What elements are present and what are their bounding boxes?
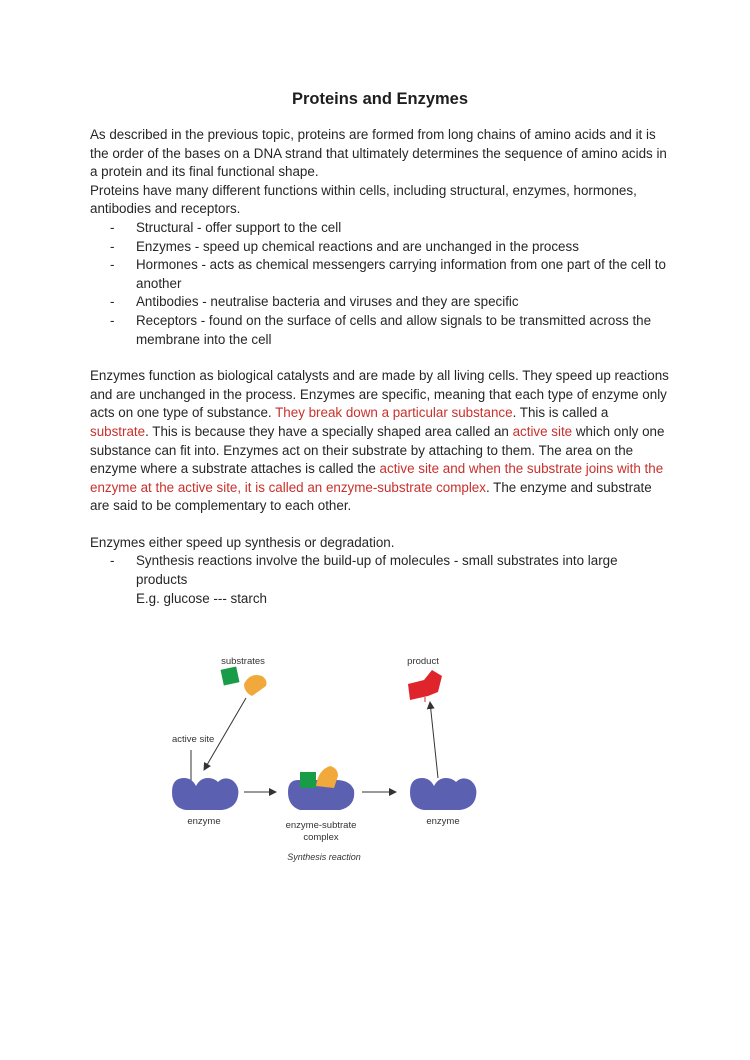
intro-paragraph: As described in the previous topic, proteins are formed from long chains of amino acids and it is the order of the bases on a DNA strand that ultimately determines the sequence of amino acids in a protein and its final functional shape. <box>90 127 667 180</box>
orange-substrate-shape <box>244 675 267 696</box>
enzyme-shape <box>172 778 238 810</box>
example-text: E.g. glucose --- starch <box>136 590 267 606</box>
highlight-text: active site <box>512 423 573 439</box>
product-shape <box>408 670 442 700</box>
highlight-text: They break down a particular substance <box>275 405 513 421</box>
list-item: - Antibodies - neutralise bacteria and viruses and they are specific <box>136 293 670 312</box>
list-item: - Synthesis reactions involve the build-up of molecules - small substrates into large products E.g. glucose --- starch <box>136 552 670 608</box>
product-label: product <box>407 656 439 667</box>
highlight-text: substrate <box>90 423 146 439</box>
green-substrate-shape <box>221 667 240 686</box>
list-item: - Receptors - found on the surface of cells and allow signals to be transmitted across the membrane into the cell <box>136 312 670 349</box>
complex-green-substrate <box>300 772 316 788</box>
product-arrow <box>430 702 438 778</box>
complex-label: enzyme-subtrate <box>285 820 357 831</box>
enzymes-paragraph: Enzymes function as biological catalysts and are made by all living cells. They speed up reactions and are unchanged in the process. Enzymes are specific, meaning that each type of enzyme only acts on one type of substance. They break down a particular substance. This is called a substrate. This is because they have a specially shaped area called an active site which only one substance can fit into. Enzymes act on their substrate by attaching to them. The area on the enzyme where a substrate attaches is called the active site and when the substrate joins with the enzyme at the active site, it is called an enzyme-substrate complex. The enzyme and substrate are said to be complementary to each other. <box>90 368 669 514</box>
page-title: Proteins and Enzymes <box>291 90 469 108</box>
substrates-label: substrates <box>221 656 265 667</box>
complex-orange-substrate <box>316 766 338 788</box>
list-item: - Hormones - acts as chemical messengers carrying information from one part of the cell to another <box>136 256 670 293</box>
enzyme-label: enzyme <box>187 816 221 827</box>
highlight-text: active site and when the substrate joins with the enzyme at the active site, it is called an enzyme-substrate complex <box>90 461 664 495</box>
list-item: - Structural - offer support to the cell <box>136 219 670 238</box>
list-item: - Enzymes - speed up chemical reactions and are unchanged in the process <box>136 238 670 257</box>
active-site-label: active site <box>172 734 215 745</box>
synthesis-intro: Enzymes either speed up synthesis or degradation. <box>90 534 395 550</box>
enzyme-label: enzyme <box>426 816 460 827</box>
enzyme-shape <box>410 778 476 810</box>
diagram-caption: Synthesis reaction <box>287 852 361 862</box>
functions-paragraph: Proteins have many different functions within cells, including structural, enzymes, hormones, antibodies and receptors. <box>90 182 637 217</box>
complex-label: complex <box>303 832 339 843</box>
